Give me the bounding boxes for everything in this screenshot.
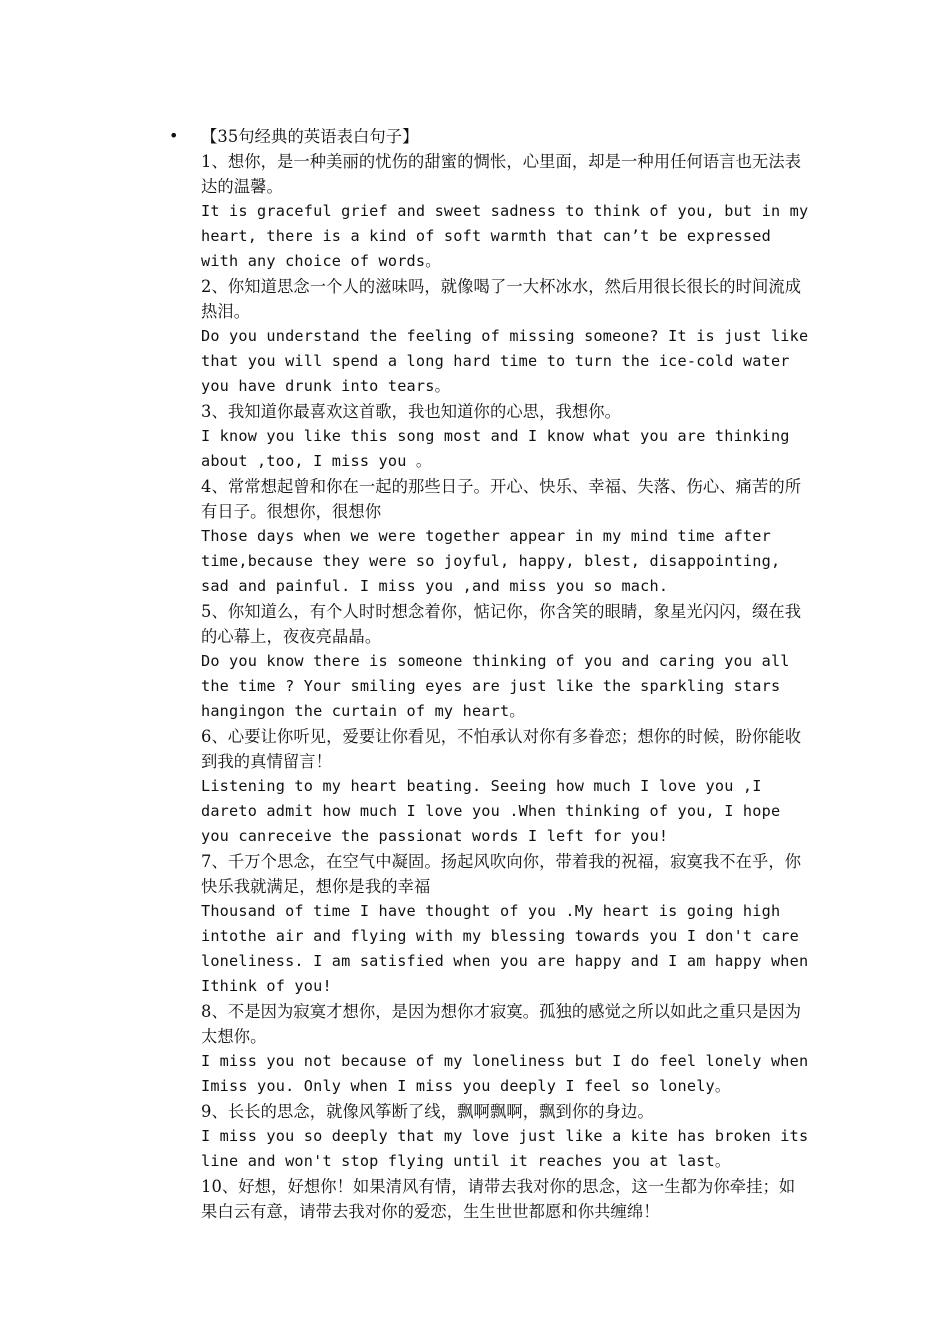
item-chinese: 8、不是因为寂寞才想你，是因为想你才寂寞。孤独的感觉之所以如此之重只是因为太想你。 <box>201 1002 802 1046</box>
item-english: Do you understand the feeling of missing someone? It is just like that you will spend a long hard time to turn the ice-cold water you have drunk into tears。 <box>201 327 809 395</box>
bullet-icon: • <box>169 126 179 145</box>
item-chinese: 10、好想，好想你！如果清风有情，请带去我对你的思念，这一生都为你牵挂；如果白云有意，请带去我对你的爱恋，生生世世都愿和你共缠绵！ <box>201 1177 796 1221</box>
item-english: Listening to my heart beating. Seeing how much I love you ,I dareto admit how much I love you .When thinking of you, I hope you canreceive the passionat words I left for you! <box>201 777 781 845</box>
item-english: I miss you so deeply that my love just like a kite has broken its line and won't stop flying until it reaches you at last。 <box>201 1127 809 1170</box>
item-chinese: 3、我知道你最喜欢这首歌，我也知道你的心思，我想你。 <box>201 402 621 421</box>
item-english: Do you know there is someone thinking of you and caring you all the time ? Your smiling eyes are just like the sparkling stars hangingon the curtain of my heart。 <box>201 652 790 720</box>
item-english: It is graceful grief and sweet sadness to think of you, but in my heart, there is a kind of soft warmth that can’t be expressed with any choice of words。 <box>201 202 809 270</box>
item-english: I miss you not because of my loneliness but I do feel lonely when Imiss you. Only when I miss you deeply I feel so lonely。 <box>201 1052 809 1095</box>
document-body <box>201 124 809 1224</box>
item-english: Thousand of time I have thought of you .My heart is going high intothe air and flying with my blessing towards you I don't care loneliness. I am satisfied when you are happy and I am happy when Ithink of you! <box>201 902 809 995</box>
item-chinese: 6、心要让你听见，爱要让你看见，不怕承认对你有多眷恋；想你的时候，盼你能收到我的真情留言！ <box>201 727 802 771</box>
item-chinese: 1、想你，是一种美丽的忧伤的甜蜜的惆怅，心里面，却是一种用任何语言也无法表达的温馨。 <box>201 152 802 196</box>
item-chinese: 4、常常想起曾和你在一起的那些日子。开心、快乐、幸福、失落、伤心、痛苦的所有日子。很想你，很想你 <box>201 477 802 521</box>
item-english: I know you like this song most and I know what you are thinking about ,too, I miss you 。 <box>201 427 790 470</box>
item-english: Those days when we were together appear in my mind time after time,because they were so joyful, happy, blest, disappointing, sad and painful. I miss you ,and miss you so mach. <box>201 527 781 595</box>
item-chinese: 5、你知道么，有个人时时想念着你，惦记你，你含笑的眼睛，象星光闪闪，缀在我的心幕上，夜夜亮晶晶。 <box>201 602 802 646</box>
item-chinese: 2、你知道思念一个人的滋味吗，就像喝了一大杯冰水，然后用很长很长的时间流成热泪。 <box>201 277 802 321</box>
item-chinese: 7、千万个思念，在空气中凝固。扬起风吹向你，带着我的祝福，寂寞我不在乎，你快乐我就满足，想你是我的幸福 <box>201 852 802 896</box>
item-chinese: 9、长长的思念，就像风筝断了线，飘啊飘啊，飘到你的身边。 <box>201 1102 654 1121</box>
document-title: 【35句经典的英语表白句子】 <box>201 127 419 146</box>
